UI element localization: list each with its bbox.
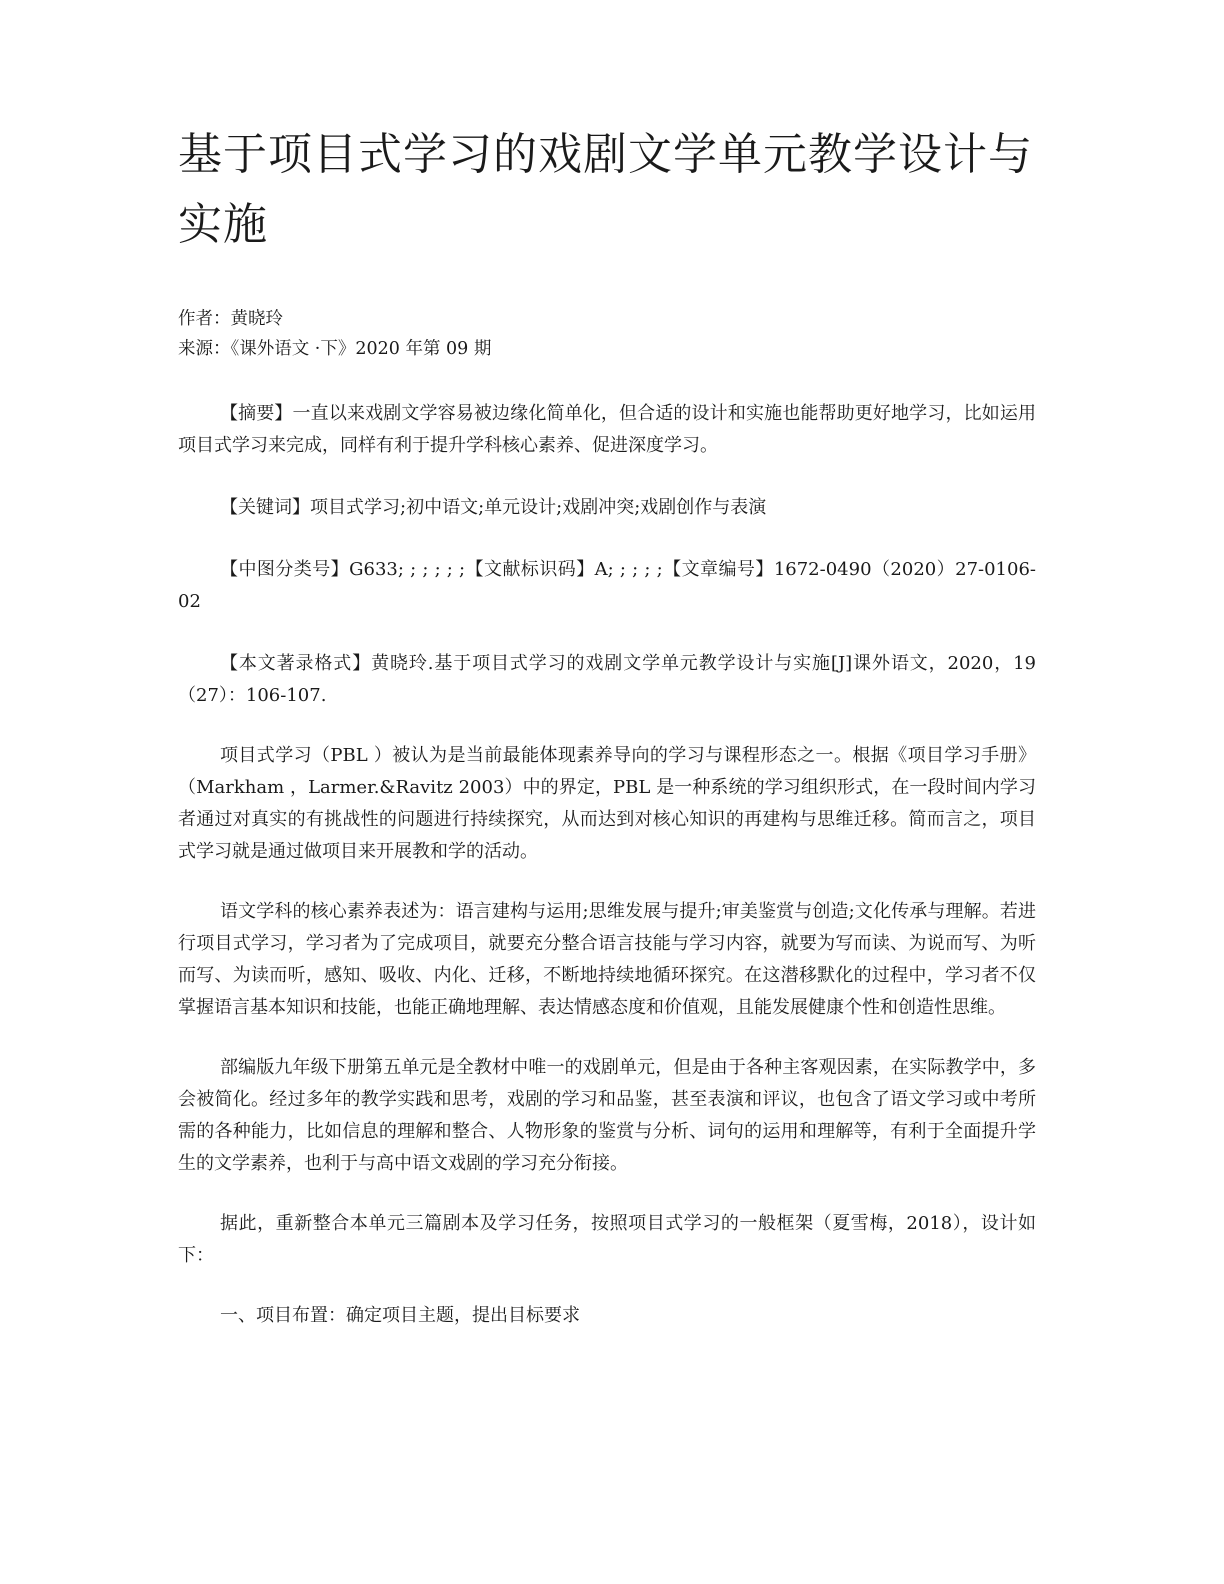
author-line: 作者：黄晓玲	[178, 309, 283, 329]
body-paragraph: 据此，重新整合本单元三篇剧本及学习任务，按照项目式学习的一般框架（夏雪梅，2018），设计如下：	[178, 1213, 1036, 1266]
citation: 【本文著录格式】黄晓玲.基于项目式学习的戏剧文学单元教学设计与实施[J]课外语文，2020，19（27）：106-107.	[178, 653, 1036, 706]
body-paragraph: 部编版九年级下册第五单元是全教材中唯一的戏剧单元，但是由于各种主客观因素，在实际教学中，多会被简化。经过多年的教学实践和思考，戏剧的学习和品鉴，甚至表演和评议，也包含了语文学习或中考所需的各种能力，比如信息的理解和整合、人物形象的鉴赏与分析、词句的运用和理解等，有利于全面提升学生的文学素养，也利于与高中语文戏剧的学习充分衔接。	[178, 1057, 1036, 1174]
article	[178, 120, 1036, 1332]
body-paragraph: 项目式学习（PBL ）被认为是当前最能体现素养导向的学习与课程形态之一。根据《项目学习手册》（Markham ，Larmer.&Ravitz 2003）中的界定，PBL 是一种系统的学习组织形式，在一段时间内学习者通过对真实的有挑战性的问题进行持续探究，从而达到对核心知识的再建构与思维迁移。简而言之，项目式学习就是通过做项目来开展教和学的活动。	[178, 745, 1036, 862]
keywords: 【关键词】项目式学习;初中语文;单元设计;戏剧冲突;戏剧创作与表演	[220, 497, 767, 518]
section-heading: 一、项目布置：确定项目主题，提出目标要求	[220, 1305, 580, 1326]
source-line: 来源：《课外语文 ·下》2020 年第 09 期	[178, 339, 492, 359]
article-title: 基于项目式学习的戏剧文学单元教学设计与实施	[178, 129, 1033, 250]
abstract: 【摘要】一直以来戏剧文学容易被边缘化简单化，但合适的设计和实施也能帮助更好地学习，比如运用项目式学习来完成，同样有利于提升学科核心素养、促进深度学习。	[178, 403, 1036, 456]
classification: 【中图分类号】G633; ; ; ; ; ;【文献标识码】A; ; ; ; ;【文章编号】1672-0490（2020）27-0106-02	[178, 559, 1036, 612]
body-paragraph: 语文学科的核心素养表述为：语言建构与运用;思维发展与提升;审美鉴赏与创造;文化传承与理解。若进行项目式学习，学习者为了完成项目，就要充分整合语言技能与学习内容，就要为写而读、为说而写、为听而写、为读而听，感知、吸收、内化、迁移，不断地持续地循环探究。在这潜移默化的过程中，学习者不仅掌握语言基本知识和技能，也能正确地理解、表达情感态度和价值观，且能发展健康个性和创造性思维。	[178, 901, 1036, 1018]
article-meta	[178, 304, 1036, 364]
